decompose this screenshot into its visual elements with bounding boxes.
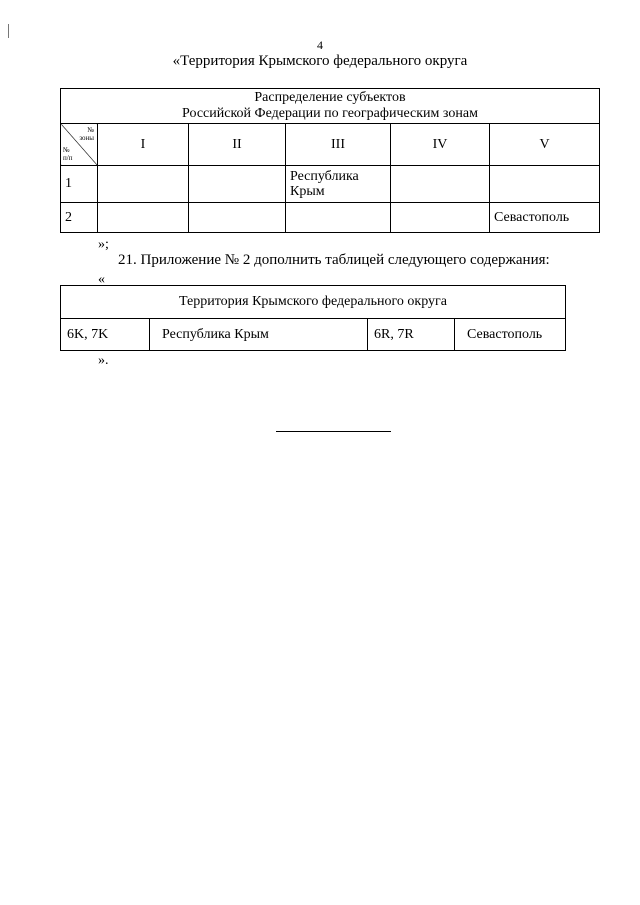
territory-table: [60, 285, 566, 351]
table-row: [61, 319, 566, 351]
closing-quote: »;: [98, 237, 109, 252]
territory-table-caption: Территория Крымского федерального округа: [61, 286, 566, 319]
closing-quote-final: ».: [98, 353, 109, 368]
table-cell: [490, 166, 600, 203]
zones-caption-line1: Распределение субъектов: [254, 90, 406, 105]
table-cell: 6R, 7R: [368, 319, 455, 351]
zone-header: II: [189, 124, 286, 166]
table-cell: Республика Крым: [286, 166, 391, 203]
table-cell: 6K, 7K: [61, 319, 150, 351]
section-heading: «Территория Крымского федерального округа: [172, 53, 468, 69]
corner-diagonal-cell: [61, 124, 98, 166]
end-rule: [276, 431, 391, 432]
table-cell: Республика Крым: [150, 319, 368, 351]
zones-caption-line2: Российской Федерации по географическим зонам: [182, 106, 478, 121]
zone-header: I: [98, 124, 189, 166]
table-cell: [189, 166, 286, 203]
table-cell: [98, 203, 189, 233]
margin-mark: [8, 24, 9, 38]
page-number: 4: [317, 38, 323, 52]
zone-header: V: [490, 124, 600, 166]
table-cell: [98, 166, 189, 203]
table-cell: [286, 203, 391, 233]
table-cell: Севастополь: [490, 203, 600, 233]
table-cell: [391, 203, 490, 233]
corner-bottom-label: № п/п: [63, 146, 73, 162]
zone-header: III: [286, 124, 391, 166]
table-row: [61, 166, 600, 203]
corner-top-label: № зоны: [79, 126, 94, 142]
table-cell: [391, 166, 490, 203]
item-21-text: 21. Приложение № 2 дополнить таблицей следующего содержания:: [118, 252, 550, 268]
table-row: [61, 203, 600, 233]
zones-table: [60, 88, 600, 233]
opening-quote: «: [98, 272, 105, 287]
zones-header-row: [61, 124, 600, 166]
table-cell: [189, 203, 286, 233]
table-cell: Севастополь: [455, 319, 566, 351]
zones-table-caption: [61, 89, 600, 124]
zone-header: IV: [391, 124, 490, 166]
row-number: 2: [61, 203, 98, 233]
row-number: 1: [61, 166, 98, 203]
